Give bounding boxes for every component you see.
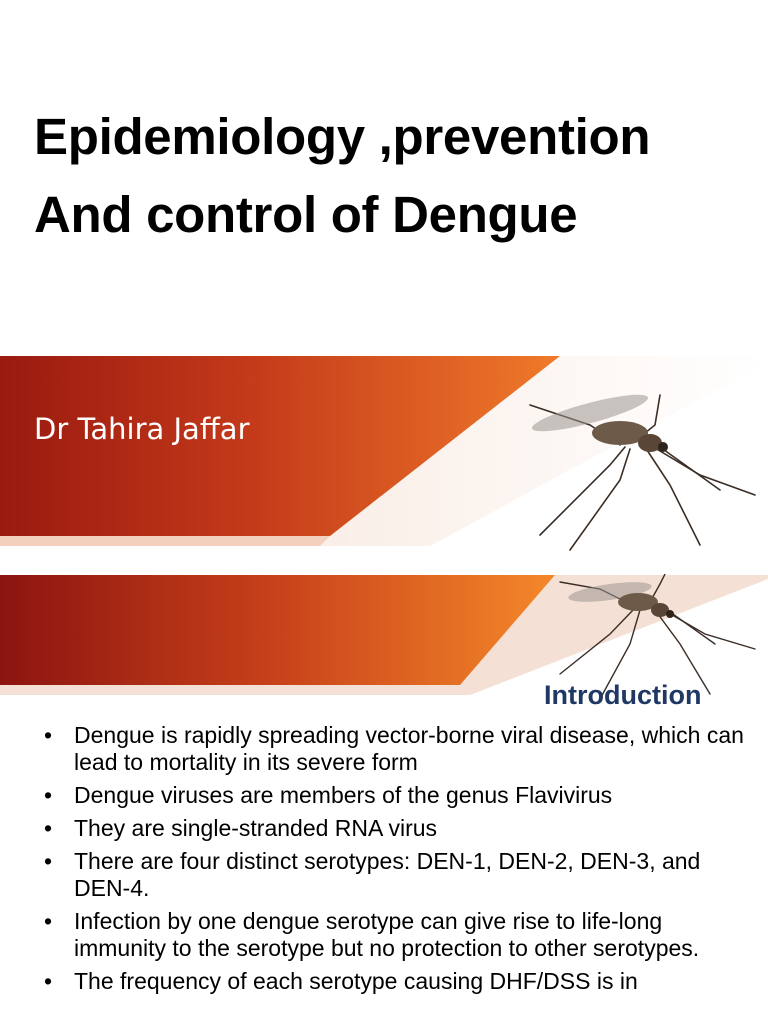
bullet-dot: • <box>44 782 53 808</box>
bullet-list <box>44 722 744 1001</box>
bullet-text: Dengue viruses are members of the genus Flavivirus <box>74 782 613 808</box>
author-name: Dr Tahira Jaffar <box>34 412 250 446</box>
bullet-text: Infection by one dengue serotype can give rise to life-long immunity to the serotype but no protection to other serotypes. <box>74 908 700 961</box>
list-item <box>44 815 744 842</box>
bullet-dot: • <box>44 968 53 994</box>
bullet-text: The frequency of each serotype causing DHF/DSS is in <box>74 968 638 994</box>
bullet-dot: • <box>44 815 53 841</box>
slide-title: Epidemiology ,prevention And control of Dengue <box>34 108 651 243</box>
bullet-dot: • <box>44 908 53 934</box>
bullet-dot: • <box>44 848 53 874</box>
list-item <box>44 908 744 962</box>
list-item <box>44 968 744 995</box>
bullet-text: Dengue is rapidly spreading vector-borne viral disease, which can lead to mortality in its severe form <box>74 722 744 775</box>
mosquito-image <box>470 385 760 555</box>
list-item <box>44 782 744 809</box>
section-heading: Introduction <box>544 680 702 710</box>
bullet-text: They are single-stranded RNA virus <box>74 815 438 841</box>
list-item <box>44 848 744 902</box>
introduction-slide <box>0 562 768 1024</box>
bullet-text: There are four distinct serotypes: DEN-1, DEN-2, DEN-3, and DEN-4. <box>74 848 701 901</box>
list-item <box>44 722 744 776</box>
bullet-dot: • <box>44 722 53 748</box>
